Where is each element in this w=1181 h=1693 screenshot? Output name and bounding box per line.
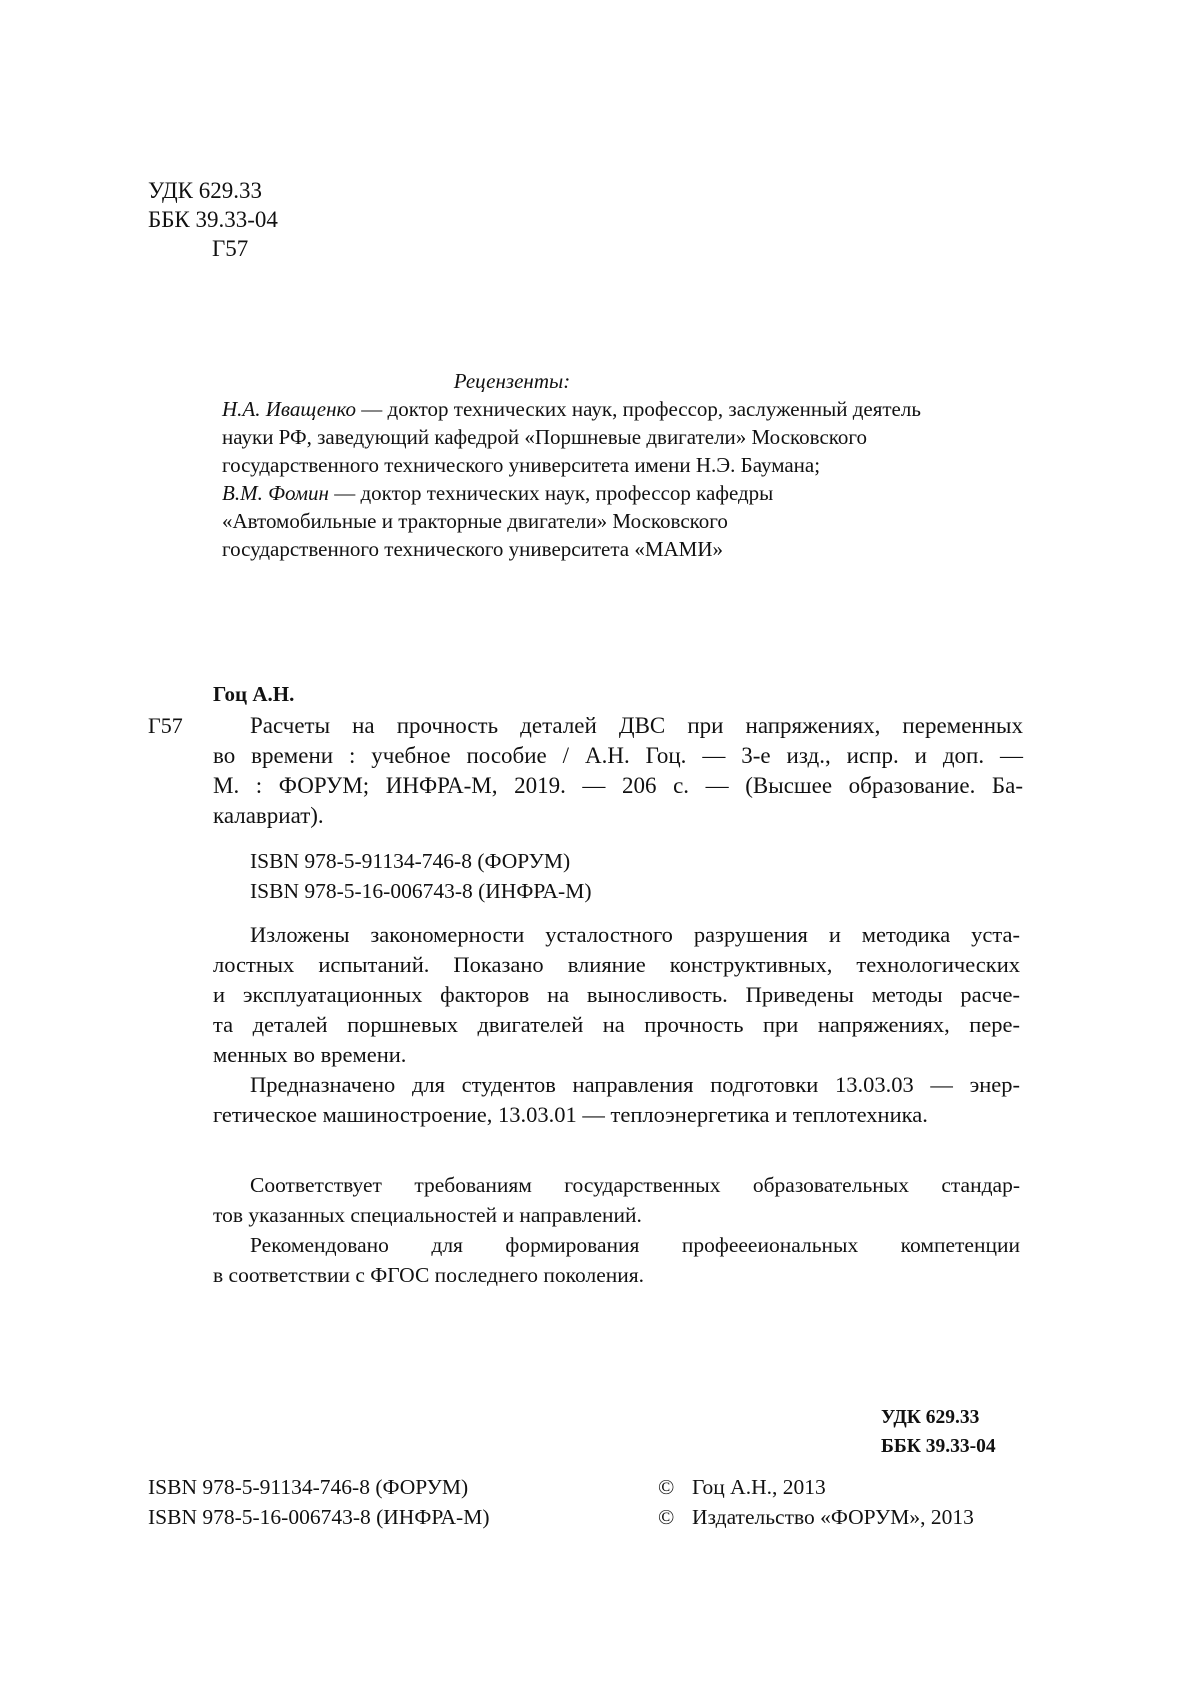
bbk-code: ББК 39.33-04 bbox=[148, 207, 278, 232]
reviewer-1-line-1 bbox=[222, 395, 942, 423]
isbn-number: ISBN 978-5-16-006743-8 bbox=[148, 1505, 371, 1529]
annotation-line: лостных испытаний. Показано влияние конструктивных, технологических bbox=[213, 952, 1020, 977]
annotation-line: Предназначено для студентов направления подготовки 13.03.03 — энер- bbox=[250, 1072, 1020, 1097]
classification-bottom bbox=[881, 1403, 996, 1461]
isbn-publisher: (ИНФРА-М) bbox=[478, 879, 592, 903]
annotation-line: и эксплуатационных факторов на выносливость. Приведены методы расче- bbox=[213, 982, 1020, 1007]
annotation-line: гетическое машиностроение, 13.03.01 — теплоэнергетика и теплотехника. bbox=[213, 1102, 928, 1127]
copyright-icon: © bbox=[658, 1475, 675, 1499]
compliance-line: в соответствии с ФГОС последнего поколения. bbox=[213, 1263, 645, 1287]
reviewer-2-line-3: государственного технического университета «МАМИ» bbox=[222, 537, 723, 561]
classification-top bbox=[148, 176, 278, 263]
annotation-line: та деталей поршневых двигателей на прочность при напряжениях, пере- bbox=[213, 1012, 1020, 1037]
isbn-number: ISBN 978-5-91134-746-8 bbox=[250, 849, 472, 873]
reviewer-1-line-3: государственного технического университета имени Н.Э. Баумана; bbox=[222, 453, 821, 477]
author-mark: Г57 bbox=[212, 236, 249, 261]
compliance-line: Соответствует требованиям государственных образовательных стандар- bbox=[250, 1173, 1020, 1197]
isbn-publisher: (ИНФРА-М) bbox=[376, 1505, 490, 1529]
isbn-infra bbox=[250, 876, 592, 906]
record-line-2: во времени : учебное пособие / А.Н. Гоц. — 3-е изд., испр. и доп. — bbox=[213, 743, 1023, 768]
isbn-number: ISBN 978-5-91134-746-8 bbox=[148, 1475, 370, 1499]
reviewers-heading: Рецензенты: bbox=[453, 369, 571, 393]
isbn-infra bbox=[148, 1502, 490, 1532]
record-author-mark: Г57 bbox=[148, 713, 183, 738]
compliance-line: тов указанных специальностей и направлений. bbox=[213, 1203, 642, 1227]
author-heading: Гоц А.Н. bbox=[213, 682, 295, 706]
reviewer-2-text: — доктор технических наук, профессор кафедры bbox=[328, 481, 774, 505]
isbn-publisher: (ФОРУМ) bbox=[477, 849, 571, 873]
copyright-author bbox=[658, 1472, 974, 1502]
reviewer-1-line-2: науки РФ, заведующий кафедрой «Поршневые двигатели» Московского bbox=[222, 425, 868, 449]
reviewer-1-name: Н.А. Иващенко bbox=[222, 397, 357, 421]
udk-code: УДК 629.33 bbox=[881, 1407, 980, 1428]
isbn-number: ISBN 978-5-16-006743-8 bbox=[250, 879, 473, 903]
isbn-forum bbox=[148, 1472, 490, 1502]
compliance-line: Рекомендовано для формирования профееeиональных компетенции bbox=[250, 1233, 1020, 1257]
reviewer-2-name: В.М. Фомин bbox=[222, 481, 329, 505]
isbn-publisher: (ФОРУМ) bbox=[375, 1475, 469, 1499]
copyright-publisher bbox=[658, 1502, 974, 1532]
reviewers-section bbox=[222, 367, 942, 563]
copyright-block bbox=[658, 1472, 974, 1532]
copyright-icon: © bbox=[658, 1505, 675, 1529]
annotation-line: менных во времени. bbox=[213, 1042, 407, 1067]
record-line-3: М. : ФОРУМ; ИНФРА-М, 2019. — 206 с. — (Высшее образование. Ба- bbox=[213, 773, 1023, 798]
copyright-text: Издательство «ФОРУМ», 2013 bbox=[692, 1505, 974, 1529]
isbn-forum bbox=[250, 846, 592, 876]
annotation-line: Изложены закономерности усталостного разрушения и методика уста- bbox=[250, 922, 1020, 947]
isbn-block bbox=[250, 846, 592, 906]
copyright-text: Гоц А.Н., 2013 bbox=[692, 1475, 826, 1499]
reviewer-2-line-2: «Автомобильные и тракторные двигатели» Московского bbox=[222, 509, 728, 533]
reviewer-1-text: — доктор технических наук, профессор, заслуженный деятель bbox=[356, 397, 921, 421]
isbn-bottom bbox=[148, 1472, 490, 1532]
reviewer-2-line-1 bbox=[222, 479, 942, 507]
compliance-note bbox=[213, 1170, 1020, 1290]
annotation bbox=[213, 920, 1020, 1130]
udk-code: УДК 629.33 bbox=[148, 178, 262, 203]
record-line-1: Расчеты на прочность деталей ДВС при напряжениях, переменных bbox=[250, 713, 1023, 738]
bibliographic-record bbox=[213, 711, 1023, 831]
record-line-4: калавриат). bbox=[213, 803, 324, 828]
bbk-code: ББК 39.33-04 bbox=[881, 1436, 996, 1457]
